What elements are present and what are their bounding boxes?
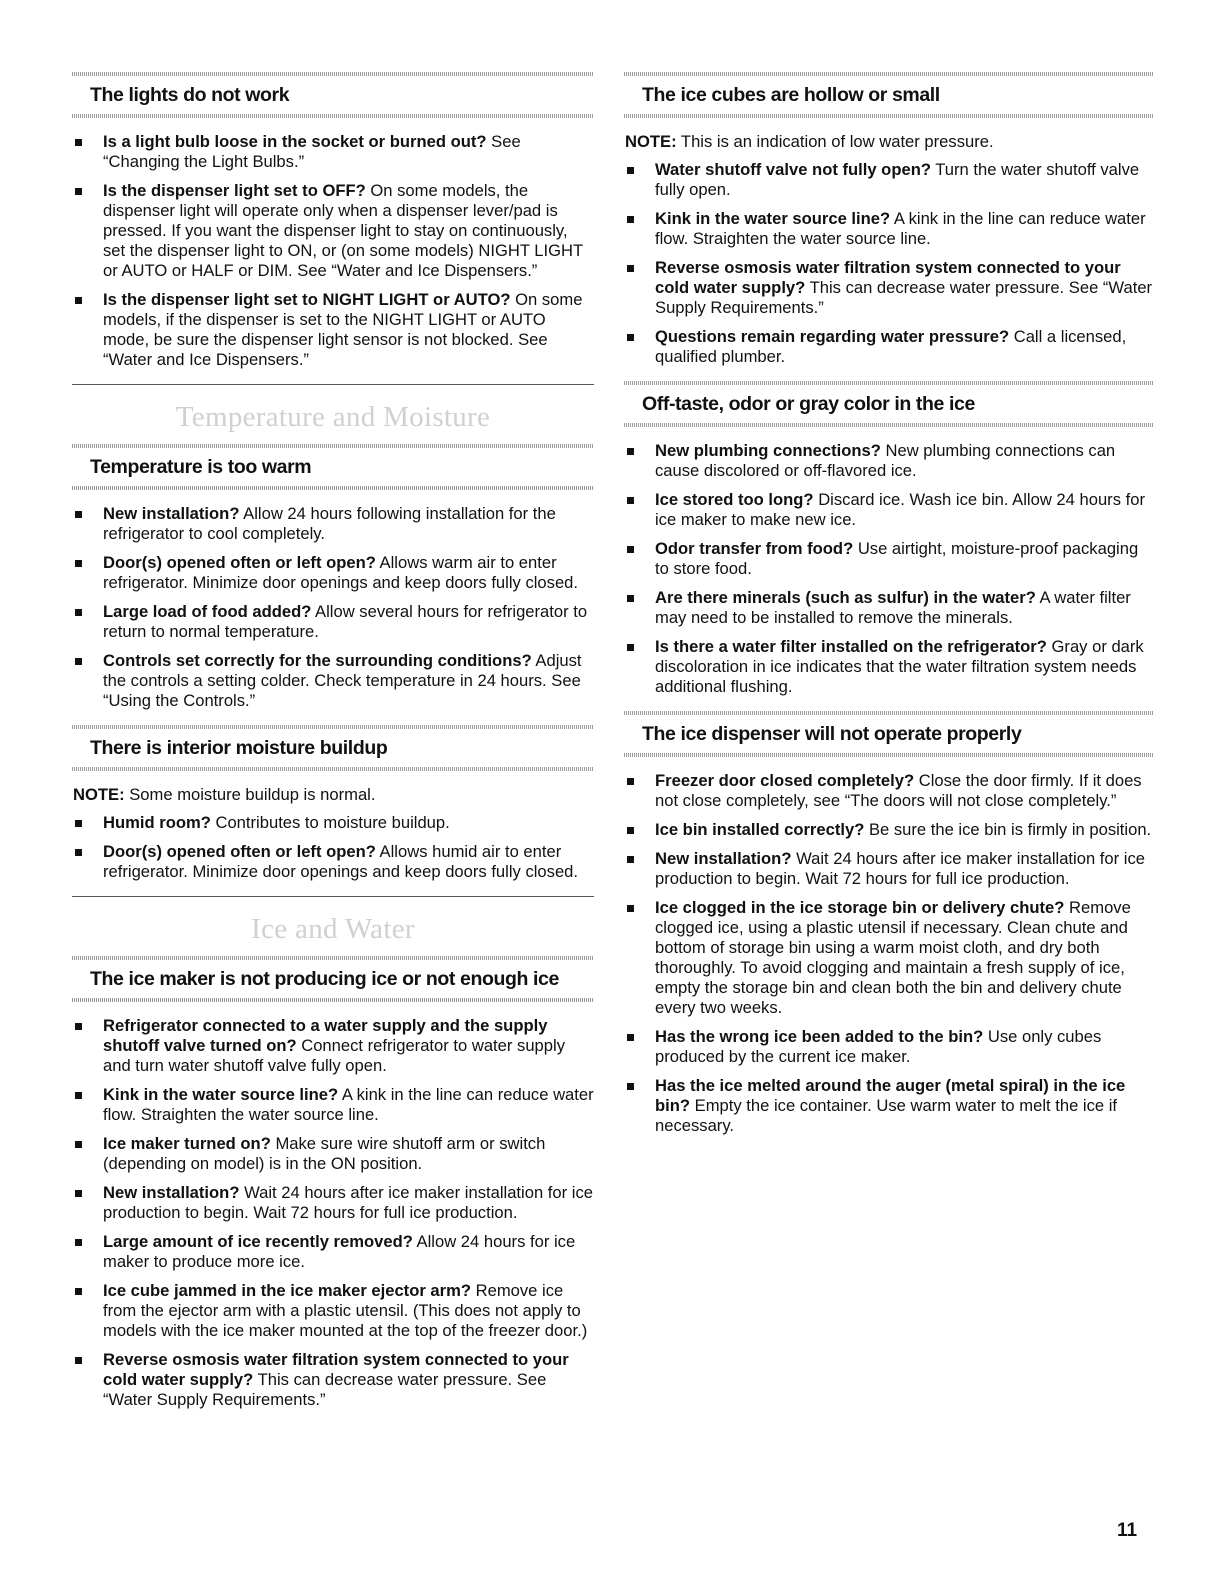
square-bullet-icon [627, 334, 634, 341]
question-text: Reverse osmosis water filtration system connected to your cold water supply? [103, 1350, 569, 1389]
section-ice-maker [72, 956, 594, 1410]
answer-text: Connect refrigerator to water supply and turn water shutoff valve fully open. [103, 1036, 566, 1075]
question-text: New installation? [103, 504, 240, 523]
question-text: Kink in the water source line? [103, 1085, 339, 1104]
list-item [72, 1350, 594, 1410]
answer-text: This can decrease water pressure. See “Water Supply Requirements.” [655, 278, 1153, 317]
answer-text: Make sure wire shutoff arm or switch (depending on model) is in the ON position. [103, 1134, 546, 1173]
section-too-warm [72, 444, 594, 711]
answer-text: See “Changing the Light Bulbs.” [103, 132, 521, 171]
subsection-header [624, 72, 1154, 118]
list-item [624, 539, 1154, 579]
answer-text: A kink in the line can reduce water flow. Straighten the water source line. [655, 209, 1146, 248]
question-text: Questions remain regarding water pressure? [655, 327, 1010, 346]
subsection-header [72, 444, 594, 490]
square-bullet-icon [627, 167, 634, 174]
answer-text: Use only cubes produced by the current ice maker. [655, 1027, 1102, 1066]
list-item [624, 1076, 1154, 1136]
dotted-rule [72, 998, 594, 1002]
list-item [624, 160, 1154, 200]
square-bullet-icon [627, 1034, 634, 1041]
answer-text: Adjust the controls a setting colder. Check temperature in 24 hours. See “Using the Controls.” [103, 651, 582, 710]
dotted-rule [72, 486, 594, 490]
note-label: NOTE: [625, 132, 677, 151]
list-item [72, 813, 594, 833]
square-bullet-icon [75, 511, 82, 518]
question-text: Door(s) opened often or left open? [103, 842, 376, 861]
question-text: Is the dispenser light set to OFF? [103, 181, 366, 200]
question-text: New plumbing connections? [655, 441, 881, 460]
note-text: Some moisture buildup is normal. [124, 785, 376, 804]
square-bullet-icon [627, 856, 634, 863]
square-bullet-icon [627, 546, 634, 553]
subsection-header [624, 711, 1154, 757]
question-text: Odor transfer from food? [655, 539, 854, 558]
answer-text: Allows humid air to enter refrigerator. Minimize door openings and keep doors fully closed. [103, 842, 579, 881]
answer-text: Be sure the ice bin is firmly in position. [864, 820, 1152, 839]
troubleshooting-list [624, 441, 1154, 697]
square-bullet-icon [627, 595, 634, 602]
troubleshooting-list [72, 813, 594, 882]
square-bullet-icon [627, 448, 634, 455]
square-bullet-icon [627, 827, 634, 834]
square-bullet-icon [75, 1288, 82, 1295]
square-bullet-icon [627, 265, 634, 272]
square-bullet-icon [627, 1083, 634, 1090]
question-text: Ice bin installed correctly? [655, 820, 865, 839]
square-bullet-icon [75, 1092, 82, 1099]
question-text: Ice maker turned on? [103, 1134, 271, 1153]
answer-text: A kink in the line can reduce water flow. Straighten the water source line. [103, 1085, 594, 1124]
list-item [72, 602, 594, 642]
list-item [624, 898, 1154, 1018]
note-text: This is an indication of low water pressure. [676, 132, 994, 151]
right-column [624, 72, 1154, 1150]
subsection-header [72, 72, 594, 118]
answer-text: Remove clogged ice, using a plastic utensil if necessary. Clean chute and bottom of storage bin using a warm moist cloth, and dry both thoroughly. To avoid clogging and maintain a fresh supply of ice, empty the storage bin and clean both the bin and delivery chute every two weeks. [655, 898, 1131, 1017]
answer-text: On some models, the dispenser light will operate only when a dispenser lever/pad is pressed. If you want the dispenser light to stay on continuously, set the dispenser light to ON, or (on some models) NIGHT LIGHT or AUTO or HALF or DIM. See “Water and Ice Dispensers.” [103, 181, 583, 280]
square-bullet-icon [75, 820, 82, 827]
question-text: Are there minerals (such as sulfur) in the water? [655, 588, 1036, 607]
subsection-title: The lights do not work [90, 84, 290, 106]
answer-text: Gray or dark discoloration in ice indicates that the water filtration system needs additional flushing. [655, 637, 1144, 696]
list-item [624, 327, 1154, 367]
question-text: Large amount of ice recently removed? [103, 1232, 413, 1251]
square-bullet-icon [75, 609, 82, 616]
square-bullet-icon [75, 1357, 82, 1364]
dotted-rule [624, 114, 1154, 118]
question-text: Has the ice melted around the auger (metal spiral) in the ice bin? [655, 1076, 1126, 1115]
answer-text: Contributes to moisture buildup. [210, 813, 450, 832]
note [624, 132, 1154, 152]
question-text: Reverse osmosis water filtration system connected to your cold water supply? [655, 258, 1121, 297]
subsection-title: The ice cubes are hollow or small [642, 84, 940, 106]
list-item [72, 1183, 594, 1223]
dotted-rule [72, 114, 594, 118]
subsection-title: The ice dispenser will not operate properly [642, 723, 1022, 745]
note-label: NOTE: [73, 785, 125, 804]
list-item [72, 651, 594, 711]
section-hollow [624, 72, 1154, 367]
question-text: Has the wrong ice been added to the bin? [655, 1027, 984, 1046]
dotted-rule [72, 767, 594, 771]
square-bullet-icon [75, 188, 82, 195]
troubleshooting-list [624, 160, 1154, 367]
question-text: New installation? [103, 1183, 240, 1202]
list-item [72, 1281, 594, 1341]
list-item [72, 1232, 594, 1272]
list-item [72, 1016, 594, 1076]
section-dispenser [624, 711, 1154, 1136]
subsection-title: There is interior moisture buildup [90, 737, 388, 759]
major-heading-title: Temperature and Moisture [175, 401, 491, 433]
question-text: Ice stored too long? [655, 490, 814, 509]
troubleshooting-list [72, 504, 594, 711]
square-bullet-icon [75, 1239, 82, 1246]
square-bullet-icon [627, 216, 634, 223]
question-text: Freezer door closed completely? [655, 771, 915, 790]
section-off-taste [624, 381, 1154, 697]
list-item [72, 504, 594, 544]
question-text: Door(s) opened often or left open? [103, 553, 376, 572]
major-heading-title: Ice and Water [251, 913, 415, 945]
list-item [72, 181, 594, 281]
answer-text: This can decrease water pressure. See “Water Supply Requirements.” [103, 1370, 547, 1409]
square-bullet-icon [75, 1141, 82, 1148]
section-moisture [72, 725, 594, 882]
answer-text: Wait 24 hours after ice maker installation for ice production to begin. Wait 72 hours for full ice production. [103, 1183, 593, 1222]
list-item [624, 820, 1154, 840]
answer-text: Allow 24 hours following installation for the refrigerator to cool completely. [103, 504, 556, 543]
answer-text: Wait 24 hours after ice maker installation for ice production to begin. Wait 72 hours for full ice production. [655, 849, 1145, 888]
answer-text: New plumbing connections can cause discolored or off-flavored ice. [655, 441, 1116, 480]
square-bullet-icon [75, 139, 82, 146]
list-item [72, 132, 594, 172]
question-text: Is a light bulb loose in the socket or burned out? [103, 132, 487, 151]
answer-text: Allows warm air to enter refrigerator. Minimize door openings and keep doors fully closed. [103, 553, 579, 592]
list-item [624, 849, 1154, 889]
answer-text: Close the door firmly. If it does not close completely, see “The doors will not close completely.” [655, 771, 1142, 810]
answer-text: On some models, if the dispenser is set to the NIGHT LIGHT or AUTO mode, be sure the dispenser light sensor is not blocked. See “Water and Ice Dispensers.” [103, 290, 583, 369]
square-bullet-icon [627, 778, 634, 785]
answer-text: Allow several hours for refrigerator to return to normal temperature. [103, 602, 588, 641]
question-text: Controls set correctly for the surrounding conditions? [103, 651, 532, 670]
dotted-rule [624, 753, 1154, 757]
subsection-header [72, 956, 594, 1002]
page-number: 11 [1117, 1520, 1138, 1541]
question-text: Large load of food added? [103, 602, 312, 621]
question-text: Is the dispenser light set to NIGHT LIGHT or AUTO? [103, 290, 511, 309]
square-bullet-icon [627, 905, 634, 912]
question-text: New installation? [655, 849, 792, 868]
subsection-header [624, 381, 1154, 427]
list-item [72, 1134, 594, 1174]
question-text: Ice clogged in the ice storage bin or delivery chute? [655, 898, 1065, 917]
subsection-title: Temperature is too warm [90, 456, 312, 478]
list-item [72, 1085, 594, 1125]
troubleshooting-list [72, 1016, 594, 1410]
troubleshooting-list [624, 771, 1154, 1136]
subsection-title: Off-taste, odor or gray color in the ice [642, 393, 975, 415]
answer-text: A water filter may need to be installed to remove the minerals. [655, 588, 1131, 627]
list-item [72, 842, 594, 882]
answer-text: Discard ice. Wash ice bin. Allow 24 hours for ice maker to make new ice. [655, 490, 1145, 529]
subsection-title: The ice maker is not producing ice or not enough ice [90, 968, 559, 990]
question-text: Humid room? [103, 813, 211, 832]
square-bullet-icon [627, 644, 634, 651]
square-bullet-icon [75, 849, 82, 856]
note [72, 785, 594, 805]
major-heading-temperature [72, 384, 594, 444]
square-bullet-icon [75, 1023, 82, 1030]
square-bullet-icon [75, 560, 82, 567]
question-text: Is there a water filter installed on the refrigerator? [655, 637, 1047, 656]
question-text: Kink in the water source line? [655, 209, 891, 228]
major-heading-ice-water [72, 896, 594, 956]
section-lights [72, 72, 594, 370]
answer-text: Call a licensed, qualified plumber. [655, 327, 1127, 366]
list-item [72, 290, 594, 370]
square-bullet-icon [75, 1190, 82, 1197]
answer-text: Use airtight, moisture-proof packaging to store food. [655, 539, 1139, 578]
answer-text: Allow 24 hours for ice maker to produce more ice. [103, 1232, 576, 1271]
list-item [624, 771, 1154, 811]
question-text: Ice cube jammed in the ice maker ejector arm? [103, 1281, 471, 1300]
answer-text: Remove ice from the ejector arm with a plastic utensil. (This does not apply to models with the ice maker mounted at the top of the freezer door.) [103, 1281, 588, 1340]
answer-text: Turn the water shutoff valve fully open. [655, 160, 1140, 199]
left-column [72, 72, 594, 1424]
list-item [624, 637, 1154, 697]
list-item [624, 441, 1154, 481]
list-item [624, 588, 1154, 628]
answer-text: Empty the ice container. Use warm water to melt the ice if necessary. [655, 1096, 1118, 1135]
dotted-rule [624, 423, 1154, 427]
list-item [72, 553, 594, 593]
list-item [624, 490, 1154, 530]
square-bullet-icon [75, 297, 82, 304]
question-text: Water shutoff valve not fully open? [655, 160, 931, 179]
list-item [624, 258, 1154, 318]
list-item [624, 209, 1154, 249]
square-bullet-icon [627, 497, 634, 504]
troubleshooting-list [72, 132, 594, 370]
list-item [624, 1027, 1154, 1067]
square-bullet-icon [75, 658, 82, 665]
question-text: Refrigerator connected to a water supply and the supply shutoff valve turned on? [103, 1016, 548, 1055]
subsection-header [72, 725, 594, 771]
